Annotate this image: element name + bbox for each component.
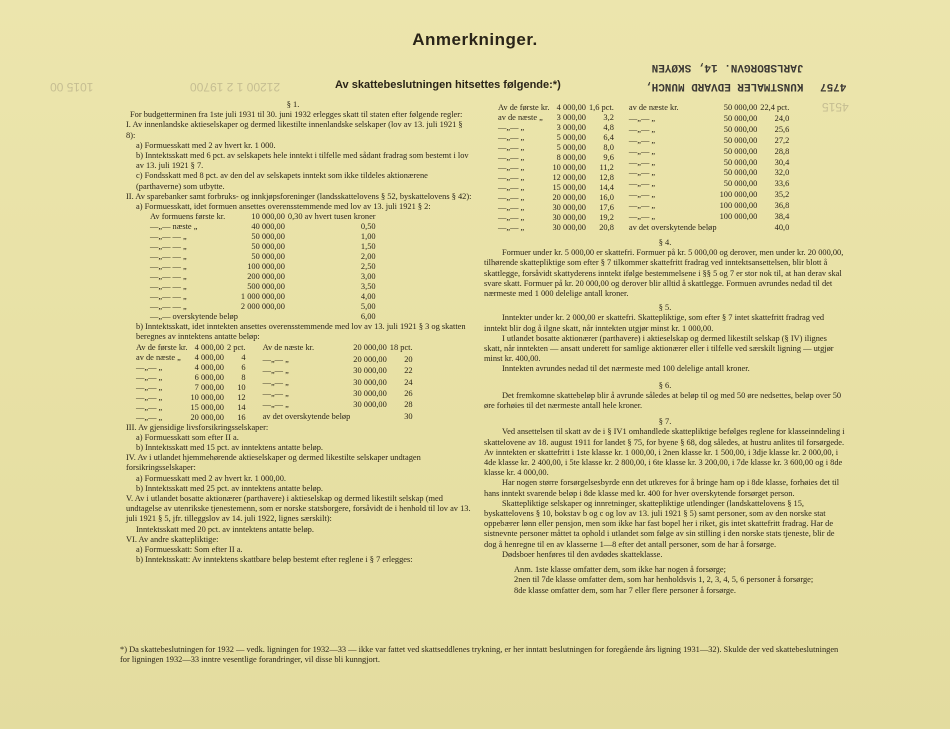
rate-row [498, 203, 617, 213]
rate-cell-lbl: —„— „ [498, 133, 525, 142]
bleed-through-top-left: 1015 00 [50, 80, 94, 94]
rate-cell-pct: 8,0 [603, 143, 614, 152]
income-rate-table-left [136, 343, 249, 423]
section-7-heading: § 7. [658, 417, 672, 427]
section-5-heading: § 5. [658, 303, 672, 313]
rule-I-c: c) Fondsskatt med 8 pct. av den del av selskapets inntekt som ikke tildeles aktionærene (parthaverne) som utbytte. [136, 171, 428, 191]
rate-cell-lbl: —„— „ [628, 157, 656, 167]
rate-cell-pct: 16 [237, 412, 246, 422]
rate-cell-pct: 28 [404, 400, 413, 410]
section-6-text: Det fremkomne skattebeløp blir å avrunde således at beløp til og med 50 øre nedsettes, beløp over 50 øre forhøies til det nærmeste antall hele kroner. [484, 390, 842, 411]
section-6-heading: § 6. [658, 380, 672, 390]
rate-cell-pct: 24 [404, 377, 413, 387]
rate-cell-amt: 50 000,00 [723, 114, 758, 124]
rate-row [629, 103, 792, 114]
section-1-heading: § 1. [286, 100, 300, 109]
rate-row [498, 153, 617, 163]
rate-cell-amt: 5 000,00 [556, 133, 586, 142]
rate-row [498, 173, 617, 183]
rate-row [150, 222, 379, 232]
rate-cell-lbl: —„— „ [136, 382, 163, 392]
rate-cell-amt: 50 000,00 [251, 242, 285, 252]
rate-row [629, 211, 792, 222]
rate-cell-pct: 2 pct. [226, 342, 246, 352]
rate-cell-lbl: —„— „ [136, 402, 163, 412]
section-5-text-1: Inntekter under kr. 2 000,00 er skattefri. Skattepliktige, som efter § 7 intet skattefritt fradrag ved inntekt blir dog å ilgne skatt, når inntekten utgjør minst kr. 1 000,00. [484, 313, 825, 333]
rate-cell-amt: 50 000,00 [723, 135, 758, 145]
rule-VI-a: a) Formuesskatt: Som efter II a. [136, 545, 243, 555]
rate-cell-lbl: —„— „ [498, 173, 525, 182]
rate-row [136, 343, 249, 353]
rate-cell-lbl: av de næste „ [498, 113, 543, 122]
rate-cell-lbl: Av de første kr. [136, 342, 188, 352]
rate-row [136, 363, 249, 373]
rate-row [263, 388, 416, 399]
rate-cell-pct: 8 [241, 372, 246, 382]
rate-cell-lbl: av det overskytende beløp [628, 222, 717, 232]
rate-row [263, 411, 416, 422]
rule-III-head: III. Av gjensidige livsforsikringsselskaper: [126, 422, 269, 432]
rate-row [150, 312, 379, 322]
rate-cell-pct: 9,6 [603, 153, 614, 162]
rule-II-b: b) Inntektsskatt, idet inntekten ansettes overensstemmende med lov av 13. juli 1921 § 3 og skatten beregnes av inntektens antatte beløp: [136, 322, 466, 342]
rule-VI-head: VI. Av andre skattepliktige: [126, 534, 219, 544]
rate-cell-amt: 50 000,00 [251, 252, 285, 262]
rate-cell-rate: 6,00 [360, 312, 376, 322]
rate-cell-pct: 16,0 [599, 193, 614, 202]
rate-cell-amt: 200 000,00 [247, 272, 285, 282]
rate-row [136, 383, 249, 393]
rate-cell-amt [353, 411, 390, 422]
rate-cell-amt: 10 000,00 [190, 392, 224, 402]
rate-row [498, 223, 617, 233]
rate-cell-pct: 4 [241, 352, 246, 362]
rate-cell-lbl: —„— „ [628, 168, 656, 178]
rate-cell-lbl: —„— — „ [150, 252, 187, 262]
rate-cell-amt: 20 000,00 [190, 412, 224, 422]
rate-cell-lbl: —„— „ [498, 183, 525, 192]
rate-row [150, 262, 379, 272]
rate-cell-lbl: —„— — „ [150, 282, 187, 292]
rate-row [136, 393, 249, 403]
rate-cell-amt: 10 000,00 [251, 212, 285, 222]
section-7-text-4: Dødsboer henføres til den avdødes skatteklasse. [502, 549, 663, 559]
page-subtitle: Av skattebeslutningen hitsettes følgende:*) [335, 79, 561, 91]
rule-III-b: b) Inntektsskatt med 15 pct. av inntektens antatte beløp. [136, 443, 323, 453]
rule-IV-head: IV. Av i utlandet hjemmehørende aktieselskaper og dermed likestilte selskaper undtagen forsikringsselskaper: [126, 453, 421, 473]
rate-cell-rate: 1,00 [360, 232, 376, 242]
rate-row [629, 114, 792, 125]
rate-row [498, 123, 617, 133]
rate-cell-pct: 40,0 [774, 222, 790, 232]
rate-cell-pct: 32,0 [774, 168, 790, 178]
rate-cell-pct: 11,2 [599, 163, 614, 172]
rate-cell-lbl: Av de første kr. [498, 103, 550, 112]
rate-cell-pct: 12,8 [599, 173, 614, 182]
rate-cell-lbl: —„— — „ [150, 232, 187, 242]
rate-cell-pct: 22 [404, 366, 413, 376]
stamp-address: JARLSBORGVN. 14, SKØYEN [651, 61, 804, 73]
rate-cell-lbl: —„— „ [628, 135, 656, 145]
rate-cell-pct: 10 [237, 382, 246, 392]
stamp-name: KUNSTMALER EDVARD MUNCH, [645, 80, 804, 92]
rate-cell-amt: 4 000,00 [194, 352, 224, 362]
rate-cell-rate: 3,00 [360, 272, 376, 282]
section-5-text-2: I utlandet bosatte aktionærer (parthavere) i aktieselskap og dermed likestilt selskap (§ IV) ilignes skatt, når inntekten — ansatt underett for samlige aktionærer eller i tilfelle ved særskilt ligning — utgjør minst kr. 400,00. [484, 333, 834, 364]
rate-cell-lbl: —„— „ [498, 213, 525, 222]
rate-cell-pct: 12 [237, 392, 246, 402]
rate-cell-amt: 10 000,00 [552, 163, 586, 172]
rate-cell-amt: 15 000,00 [190, 402, 224, 412]
section-7-note-2: 2nen til 7de klasse omfatter dem, som har henholdsvis 1, 2, 3, 4, 5, 6 personer å forsørge; [514, 575, 814, 585]
rate-cell-lbl: —„— — „ [150, 262, 187, 272]
rate-row [629, 222, 792, 233]
rate-cell-amt: 50 000,00 [723, 168, 758, 178]
rate-cell-pct: 19,2 [599, 213, 614, 222]
rate-row [263, 354, 416, 365]
rate-cell-amt: 20 000,00 [353, 343, 387, 353]
rate-cell-amt: 20 000,00 [552, 193, 586, 202]
rate-cell-rate: 2,00 [360, 252, 376, 262]
wealth-rate-table [150, 212, 379, 322]
rate-cell-lbl: —„— — „ [150, 302, 187, 312]
rule-I-b: b) Inntektsskatt med 6 pct. av selskapets hele inntekt i tilfelle med sådant fradrag som bestemt i lov av 13. juli 1921 § 7. [136, 151, 469, 171]
rate-cell-amt: 30 000,00 [353, 366, 387, 376]
rate-cell-amt: 5 000,00 [556, 143, 586, 152]
rule-II-head: II. Av sparebanker samt forbruks- og innkjøpsforeninger (landsskattelovens § 52, byskattelovens § 42): [126, 191, 472, 201]
rate-cell-lbl: —„— „ [628, 114, 656, 124]
rate-cell-amt: 15 000,00 [552, 183, 586, 192]
rate-cell-pct: 14,4 [599, 183, 614, 192]
rate-cell-lbl: —„— „ [136, 372, 163, 382]
rate-row [150, 252, 379, 262]
rate-cell-lbl: —„— „ [262, 400, 289, 410]
rate-cell-lbl: —„— „ [628, 211, 656, 221]
rate-cell-pct: 20 [404, 354, 413, 364]
rate-row [498, 113, 617, 123]
rate-cell-lbl: —„— „ [628, 190, 656, 200]
rate-cell-amt: 3 000,00 [556, 123, 586, 132]
rate-cell-pct: 33,6 [774, 179, 790, 189]
rate-row [629, 146, 792, 157]
rate-cell-lbl: —„— „ [136, 392, 163, 402]
rule-V-b: Inntektsskatt med 20 pct. av inntektens antatte beløp. [136, 524, 314, 534]
section-7-note-1: Anm. 1ste klasse omfatter dem, som ikke har nogen å forsørge; [514, 565, 726, 575]
section-7-note-3: 8de klasse omfatter dem, som har 7 eller flere personer å forsørge. [514, 585, 736, 595]
left-column [112, 100, 474, 565]
rate-cell-amt: 50 000,00 [723, 146, 758, 156]
rate-cell-pct: 6 [241, 362, 246, 372]
rule-VI-b: b) Inntektsskatt: Av inntektens skattbare beløp bestemt efter reglene i § 7 erlegges: [136, 555, 413, 565]
rate-row [136, 413, 249, 423]
rate-cell-lbl: av de næste „ [136, 352, 181, 362]
rate-row [263, 343, 416, 354]
rate-cell-rate: 0,30 av hvert tusen kroner [287, 212, 376, 222]
rate-cell-pct: 25,6 [774, 125, 790, 135]
rate-cell-amt: 12 000,00 [552, 173, 586, 182]
rate-row [136, 353, 249, 363]
rate-cell-lbl: —„— „ [262, 354, 289, 364]
rate-cell-amt: 4 000,00 [194, 362, 224, 372]
rate-row [150, 242, 379, 252]
rate-cell-lbl: —„— „ [262, 366, 289, 376]
rate-cell-amt: 4 000,00 [556, 103, 586, 112]
rate-cell-amt: 30 000,00 [552, 223, 586, 232]
rate-cell-lbl: —„— „ [628, 146, 656, 156]
rate-cell-amt: 7 000,00 [194, 382, 224, 392]
rate-cell-pct: 36,8 [774, 200, 790, 210]
rate-cell-amt: 30 000,00 [552, 203, 586, 212]
rate-cell-rate: 3,50 [360, 282, 376, 292]
rate-row [263, 377, 416, 388]
rate-cell-lbl: av de næste kr. [628, 103, 679, 113]
rate-cell-amt: 1 000 000,00 [240, 292, 285, 302]
rate-cell-amt: 30 000,00 [353, 377, 387, 387]
rate-cell-amt: 100 000,00 [247, 262, 285, 272]
rule-V-head: V. Av i utlandet bosatte aktionærer (parthavere) i aktieselskap og dermed likestilt selskap (med undtagelse av utenrikske tjenestemenn, som er norske statsborgere, forsåvidt de i henhold til lov av 13. juli 1921 § 5, jfr. tilleggslov av 14. juli 1922, lignes særskilt): [126, 494, 471, 524]
income-rate-table-right [263, 343, 416, 423]
rate-cell-pct: 17,6 [599, 203, 614, 212]
rate-cell-lbl: Av de næste kr. [262, 343, 315, 353]
rate-cell-rate: 2,50 [360, 262, 376, 272]
section-7-text-3: Skattepliktige selskaper og innretninger, skattepliktige utlendinger (landskattelovens § 15, byskattelovens § 10, bokstav b og c og lov av 13. juli 1921 § 5) samt personer, som av den norske stat oppebærer lønn eller pensjon, men som ikke har fast bopel her i riket, gis intet skattefritt fradrag. Har de sistnevnte personer måttet ta ophold i utlandet som følge av sin stilling i den norske stats tjeneste, blir de dog å henregne til en av klasserne 1—8 efter det antall personer, som de har å forsørge. [484, 498, 835, 549]
rate-cell-amt: 30 000,00 [552, 213, 586, 222]
rate-cell-amt: 4 000,00 [194, 342, 224, 352]
section-4-heading: § 4. [658, 238, 672, 247]
rate-row [498, 213, 617, 223]
rate-row [629, 157, 792, 168]
rate-cell-lbl: —„— „ [498, 193, 525, 202]
rates-right-table-left [498, 103, 617, 233]
rule-I-head: I. Av innenlandske aktieselskaper og dermed likestilte innenlandske selskaper (lov av 13. juli 1921 § 8): [126, 120, 463, 140]
rate-row [629, 179, 792, 190]
rate-cell-rate: 4,00 [360, 292, 376, 302]
rate-cell-lbl: —„— „ [628, 179, 656, 189]
rate-cell-amt: 50 000,00 [723, 125, 758, 135]
rate-cell-pct: 24,0 [774, 114, 790, 124]
rate-cell-lbl: —„— „ [628, 200, 656, 210]
rate-cell-amt: 2 000 000,00 [240, 302, 285, 312]
rule-I-a: a) Formuesskatt med 2 av hvert kr. 1 000. [136, 140, 276, 150]
rate-cell-amt: 20 000,00 [353, 354, 387, 364]
rate-cell-rate: 0,50 [360, 222, 376, 232]
address-stamp [645, 57, 803, 95]
rate-cell-pct: 35,2 [774, 190, 790, 200]
rate-cell-pct: 22,4 pct. [760, 103, 790, 113]
rate-cell-pct: 3,2 [603, 113, 614, 122]
rate-cell-pct: 38,4 [774, 211, 790, 221]
rule-III-a: a) Formuesskatt som efter II a. [136, 432, 239, 442]
rate-row [263, 365, 416, 376]
rate-cell-rate: 1,50 [360, 242, 376, 252]
income-rate-tables [112, 343, 474, 423]
rate-cell-lbl: —„— næste „ [150, 222, 198, 232]
rate-row [629, 200, 792, 211]
rate-cell-amt [241, 312, 288, 322]
rate-cell-amt: 500 000,00 [247, 282, 285, 292]
rate-cell-lbl: av det overskytende beløp [262, 411, 351, 421]
rate-cell-lbl: —„— „ [262, 389, 289, 399]
bleed-through-left-side: 4515 [822, 100, 849, 114]
rate-cell-amt [720, 222, 761, 233]
rate-cell-pct: 26 [404, 389, 413, 399]
rate-cell-pct: 6,4 [603, 133, 614, 142]
rate-cell-lbl: —„— „ [498, 203, 525, 212]
rate-cell-pct: 30,4 [774, 157, 790, 167]
rate-cell-pct: 27,2 [774, 135, 790, 145]
rate-cell-lbl: Av formuens første kr. [150, 212, 226, 222]
rate-cell-lbl: —„— — „ [150, 272, 187, 282]
rate-cell-amt: 50 000,00 [723, 157, 758, 167]
rule-IV-a: a) Formuesskatt med 2 av hvert kr. 1 000,00. [136, 473, 287, 483]
right-column [484, 103, 846, 596]
rate-row [498, 183, 617, 193]
section-7-text-1: Ved ansettelsen til skatt av de i § IV1 omhandlede skattepliktige befølges reglene for klasseinndeling i skattelovene av 18. august 1911 for landet § 75, for byene § 68, dog således, at hustru anlites til forsørgede. Av inntekten er skattefritt i 1ste klasse kr. 1 000,00, i 2nen klasse kr. 1 500,00, i 3dje klasse kr. 2 000,00, i 4de klasse kr. 2 400,00, i 5te klasse kr. 2 800,00, i 6te klasse kr. 3 200,00, i 7de klasse kr. 3 600,00 og i 8de klasse kr. 4 000,00. [484, 427, 845, 478]
rate-row [150, 302, 379, 312]
rate-row [150, 282, 379, 292]
rate-cell-amt: 50 000,00 [251, 232, 285, 242]
rate-row [498, 193, 617, 203]
rate-cell-lbl: —„— „ [262, 377, 289, 387]
rate-row [498, 103, 617, 113]
rate-row [629, 190, 792, 201]
rate-cell-pct: 4,8 [603, 123, 614, 132]
rule-II-a: a) Formuesskatt, idet formuen ansettes overensstemmende med lov av 13. juli 1921 § 2: [136, 202, 431, 212]
rate-row [150, 272, 379, 282]
rate-cell-pct: 1,6 pct. [588, 103, 614, 112]
rate-row [136, 373, 249, 383]
rate-cell-amt: 100 000,00 [719, 190, 758, 200]
section-7-text-2: Har nogen større forsørgelsesbyrde enn det utkreves for å bringe ham op i 8de klasse, forhøies det til hans inntekt svarende beløp i 8de klasse med kr. 400 for hver overskytende forsørget person. [484, 478, 840, 498]
rate-row [263, 400, 416, 411]
rate-row [150, 212, 379, 222]
rate-cell-amt: 40 000,00 [251, 222, 285, 232]
rate-cell-lbl: —„— „ [136, 412, 163, 422]
rate-cell-amt: 50 000,00 [723, 103, 758, 113]
rate-cell-lbl: —„— „ [498, 153, 525, 162]
rate-cell-lbl: —„— „ [136, 362, 163, 372]
rate-cell-lbl: —„— — „ [150, 242, 187, 252]
rate-cell-amt: 3 000,00 [556, 113, 586, 122]
rate-row [136, 403, 249, 413]
rate-cell-amt: 6 000,00 [194, 372, 224, 382]
rate-cell-lbl: —„— „ [498, 163, 525, 172]
rule-IV-b: b) Inntektsskatt med 25 pct. av inntektens antatte beløp. [136, 483, 323, 493]
rate-cell-pct: 14 [237, 402, 246, 412]
section-1-intro: For budgetterminen fra 1ste juli 1931 til 30. juni 1932 erlegges skatt til staten efter følgende regler: [130, 110, 463, 120]
rate-cell-amt: 8 000,00 [556, 153, 586, 162]
page-title: Anmerkninger. [412, 30, 538, 49]
footnote: *) Da skattebeslutningen for 1932 — vedk. ligningen for 1932—33 — ikke var fattet ved skattseddlenes trykning, er her inntatt beslutningen for foregående års ligning 1931—32). Skulde der ved skattebeslutningen for ligningen 1932—33 inntre vesentlige forandringer, vil disse bli kunngjort. [120, 645, 839, 665]
rate-cell-lbl: —„— „ [498, 143, 525, 152]
rate-cell-amt: 100 000,00 [719, 200, 758, 210]
rate-cell-lbl: —„— „ [498, 223, 525, 232]
income-rate-tables-continued [484, 103, 846, 233]
section-5-text-3: Inntekten avrundes nedad til det nærmeste med 100 delelige antall kroner. [502, 364, 750, 374]
rates-right-table-right [629, 103, 792, 233]
rate-cell-pct: 20,8 [599, 223, 614, 232]
rate-cell-lbl: —„— „ [628, 125, 656, 135]
rate-cell-pct: 28,8 [774, 146, 790, 156]
rate-cell-lbl: —„— — „ [150, 292, 187, 302]
rate-row [498, 143, 617, 153]
rate-cell-lbl: —„— „ [498, 123, 525, 132]
rate-row [150, 232, 379, 242]
rate-cell-pct: 30 [404, 411, 413, 421]
stamp-number: 4757 [820, 80, 847, 92]
rate-row [150, 292, 379, 302]
rate-cell-amt: 100 000,00 [719, 211, 758, 221]
bleed-through-top-mid: 21200 1 2 19700 [190, 80, 281, 94]
rate-row [629, 125, 792, 136]
rate-row [498, 133, 617, 143]
rate-cell-amt: 30 000,00 [353, 400, 387, 410]
rate-row [629, 135, 792, 146]
rate-cell-pct: 18 pct. [389, 343, 413, 353]
rate-cell-amt: 30 000,00 [353, 389, 387, 399]
rate-row [498, 163, 617, 173]
rate-cell-rate: 5,00 [360, 302, 376, 312]
rate-cell-lbl: —„— overskytende beløp [150, 312, 238, 322]
section-4-text: Formuer under kr. 5 000,00 er skattefri. Formuer på kr. 5 000,00 og derover, men under kr. 20 000,00, tilhørende skattepliktige som efter § 7 tilkommer skattefritt fradrag ved inntektsansettelsen, blir blott å skattlegge, forsåvidt skattyderens inntekt ifølge bestemmelsene i §§ 5 og 7 er stor nok til, at han derav skal svare skatt. Formuer på kr. 20 000,00 og derover blir alltid å skattlegge. Formuen avrundes nedad til det nærmeste med 1 000 delelige antall kroner. [484, 248, 844, 299]
rate-row [629, 168, 792, 179]
rate-cell-amt: 50 000,00 [723, 179, 758, 189]
